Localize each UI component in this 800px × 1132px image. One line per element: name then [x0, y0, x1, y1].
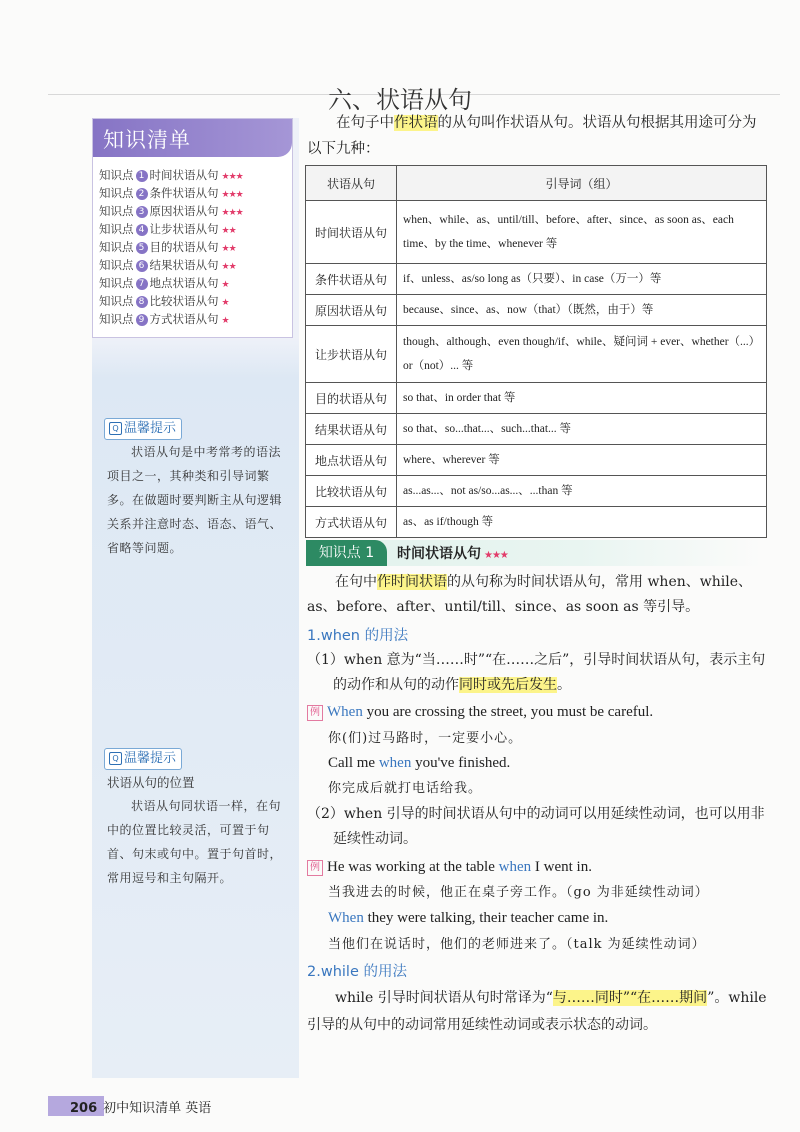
example-4-translation: 当他们在说话时，他们的老师进来了。（talk 为延续性动词） — [328, 937, 706, 952]
rule-highlight: 同时或先后发生 — [459, 677, 557, 693]
clause-words: so that、so...that...、such...that... 等 — [397, 414, 767, 445]
clause-type: 比较状语从句 — [306, 476, 397, 507]
knowledge-point-banner — [306, 540, 762, 566]
clause-type: 时间状语从句 — [306, 201, 397, 264]
kp-number: 5 — [136, 242, 148, 254]
kp-label: 条件状语从句 — [149, 186, 219, 200]
example-keyword: When — [327, 704, 363, 720]
kp-prefix: 知识点 — [99, 240, 134, 254]
knowledge-point-item — [99, 203, 243, 221]
example-1 — [307, 700, 769, 725]
def-text: 的从句称为时间状语从句，常用 when、while、as、before、after、until/till、since、as soon as 等引导。 — [307, 574, 752, 615]
kp-label: 地点状语从句 — [149, 276, 219, 290]
star-rating: ★ — [221, 280, 229, 290]
intro-text: 的从句叫作状语从句。状语从句根据其用途可分为以下九种： — [307, 115, 757, 157]
kp-number: 3 — [136, 206, 148, 218]
table-row — [306, 264, 767, 295]
kp-number: 8 — [136, 296, 148, 308]
example-mark: 例 — [307, 860, 323, 876]
clause-type: 条件状语从句 — [306, 264, 397, 295]
table-header-row — [306, 166, 767, 201]
kp-label: 目的状语从句 — [149, 240, 219, 254]
section-title-while: 2.while 的用法 — [307, 964, 407, 980]
when-rule-2: （2）when 引导的时间状语从句中的动词可以用延续性动词，也可以用非延续性动词。 — [307, 806, 765, 847]
star-rating: ★★ — [221, 226, 236, 236]
clause-type: 原因状语从句 — [306, 295, 397, 326]
example-keyword: when — [378, 755, 412, 771]
clause-type: 让步状语从句 — [306, 326, 397, 383]
kp1-definition — [307, 570, 769, 620]
kp-label: 原因状语从句 — [149, 204, 219, 218]
kp-number: 9 — [136, 314, 148, 326]
kp-number: 7 — [136, 278, 148, 290]
tip-subtitle: 状语从句的位置 — [107, 775, 195, 790]
knowledge-point-item — [99, 221, 243, 239]
clause-words: though、although、even though/if、while、疑问词 + ever、whether（...）or（not）... 等 — [397, 326, 767, 383]
example-1-translation: 你(们)过马路时，一定要小心。 — [328, 731, 523, 746]
table-header: 状语从句 — [306, 166, 397, 201]
rule-text: （1）when 意为“当……时”“在……之后”，引导时间状语从句，表示主句的动作和从句的动作 — [307, 652, 766, 693]
kp-label: 结果状语从句 — [149, 258, 219, 272]
star-rating: ★★★ — [221, 208, 243, 218]
clause-words: when、while、as、until/till、before、after、since、as soon as、each time、by the time、whenever 等 — [397, 201, 767, 264]
example-2-translation: 你完成后就打电话给我。 — [328, 781, 483, 796]
kp-number: 4 — [136, 224, 148, 236]
star-rating: ★★ — [221, 244, 236, 254]
kp-prefix: 知识点 — [99, 312, 134, 326]
example-text: you are crossing the street, you must be careful. — [362, 704, 654, 720]
tip-icon: Q — [109, 422, 122, 435]
kp-prefix: 知识点 — [99, 258, 134, 272]
clause-words: as、as if/though 等 — [397, 507, 767, 538]
clause-type: 目的状语从句 — [306, 383, 397, 414]
kp-number: 6 — [136, 260, 148, 272]
clause-words: if、unless、as/so long as（只要）、in case（万一）等 — [397, 264, 767, 295]
example-keyword: When — [328, 910, 364, 926]
kp-title-text: 时间状语从句 — [397, 546, 481, 562]
tip-label-1 — [104, 418, 182, 440]
tip-label-text: 温馨提示 — [124, 421, 177, 436]
def-text: 在句中 — [335, 574, 377, 590]
star-rating: ★ — [221, 316, 229, 326]
knowledge-point-item — [99, 311, 243, 329]
clause-words: because、since、as、now（that）（既然，由于）等 — [397, 295, 767, 326]
table-row — [306, 507, 767, 538]
kp-label: 方式状语从句 — [149, 312, 219, 326]
example-keyword: when — [498, 859, 532, 875]
kp-prefix: 知识点 — [99, 294, 134, 308]
page-footer — [70, 1097, 211, 1116]
star-rating: ★★★ — [221, 190, 243, 200]
star-rating: ★★ — [221, 262, 236, 272]
knowledge-point-item — [99, 167, 243, 185]
star-rating: ★ — [221, 298, 229, 308]
tip-text-1: 状语从句是中考常考的语法项目之一，其种类和引导词繁多。在做题时要判断主从句逻辑关系并注意时态、语态、语气、省略等问题。 — [107, 445, 283, 555]
rule-text: 。 — [557, 677, 571, 693]
example-text: He was working at the table — [327, 859, 499, 875]
table-row — [306, 326, 767, 383]
clause-type: 方式状语从句 — [306, 507, 397, 538]
knowledge-point-item — [99, 239, 243, 257]
tip-label-text: 温馨提示 — [124, 751, 177, 766]
intro-text: 在句子中 — [336, 115, 394, 131]
clause-type: 地点状语从句 — [306, 445, 397, 476]
kp-label: 时间状语从句 — [149, 168, 219, 182]
tip-text-2: 状语从句同状语一样，在句中的位置比较灵活，可置于句首、句末或句中。置于句首时，常用逗号和主句隔开。 — [107, 799, 283, 885]
example-4 — [328, 906, 790, 931]
kp-number: 2 — [136, 188, 148, 200]
kp-badge: 知识点 1 — [306, 540, 387, 566]
while-text: ”。while 引导的从句中的动词常用延续性动词或表示状态的动词。 — [307, 990, 767, 1033]
clause-words: where、wherever 等 — [397, 445, 767, 476]
table-row — [306, 476, 767, 507]
intro-highlight: 作状语 — [394, 115, 438, 131]
table-row — [306, 383, 767, 414]
knowledge-point-list — [99, 167, 243, 329]
table-header: 引导词（组） — [397, 166, 767, 201]
clause-words: as...as...、not as/so...as...、...than 等 — [397, 476, 767, 507]
knowledge-list-heading: 知识清单 — [103, 128, 191, 152]
kp-prefix: 知识点 — [99, 168, 134, 182]
knowledge-point-item — [99, 293, 243, 311]
example-text: Call me — [328, 755, 379, 771]
example-text: you've finished. — [411, 755, 511, 771]
example-3-translation: 当我进去的时候，他正在桌子旁工作。（go 为非延续性动词） — [328, 885, 709, 900]
star-rating: ★★★ — [221, 172, 243, 182]
kp-label: 让步状语从句 — [149, 222, 219, 236]
chapter-title: 六、状语从句 — [328, 86, 472, 114]
knowledge-point-item — [99, 257, 243, 275]
kp-prefix: 知识点 — [99, 276, 134, 290]
example-text: I went in. — [531, 859, 592, 875]
kp-prefix: 知识点 — [99, 204, 134, 218]
clause-table — [305, 165, 767, 538]
star-rating: ★★★ — [484, 550, 508, 561]
table-row — [306, 414, 767, 445]
while-text: while 引导时间状语从句时常译为“ — [335, 990, 553, 1006]
clause-words: so that、in order that 等 — [397, 383, 767, 414]
def-highlight: 作时间状语 — [377, 574, 447, 590]
table-row — [306, 295, 767, 326]
example-text: they were talking, their teacher came in. — [363, 910, 609, 926]
kp-prefix: 知识点 — [99, 222, 134, 236]
example-3 — [307, 855, 769, 880]
kp-number: 1 — [136, 170, 148, 182]
clause-type: 结果状语从句 — [306, 414, 397, 445]
book-title: 初中知识清单 英语 — [103, 1101, 212, 1116]
knowledge-point-item — [99, 275, 243, 293]
page-number: 206 — [70, 1101, 98, 1116]
intro-paragraph — [307, 110, 770, 162]
section-title-when: 1.when 的用法 — [307, 628, 409, 644]
kp-prefix: 知识点 — [99, 186, 134, 200]
tip-icon: Q — [109, 752, 122, 765]
when-rule-1 — [307, 648, 769, 698]
table-row — [306, 201, 767, 264]
while-highlight: 与……同时”“在……期间 — [552, 990, 708, 1006]
knowledge-list-header — [93, 119, 292, 157]
kp-label: 比较状语从句 — [149, 294, 219, 308]
knowledge-point-item — [99, 185, 243, 203]
table-row — [306, 445, 767, 476]
tip-label-2 — [104, 748, 182, 770]
example-mark: 例 — [307, 705, 323, 721]
while-paragraph — [307, 985, 769, 1039]
kp-title — [397, 543, 508, 563]
knowledge-list-box — [92, 118, 293, 338]
example-2 — [328, 751, 790, 776]
